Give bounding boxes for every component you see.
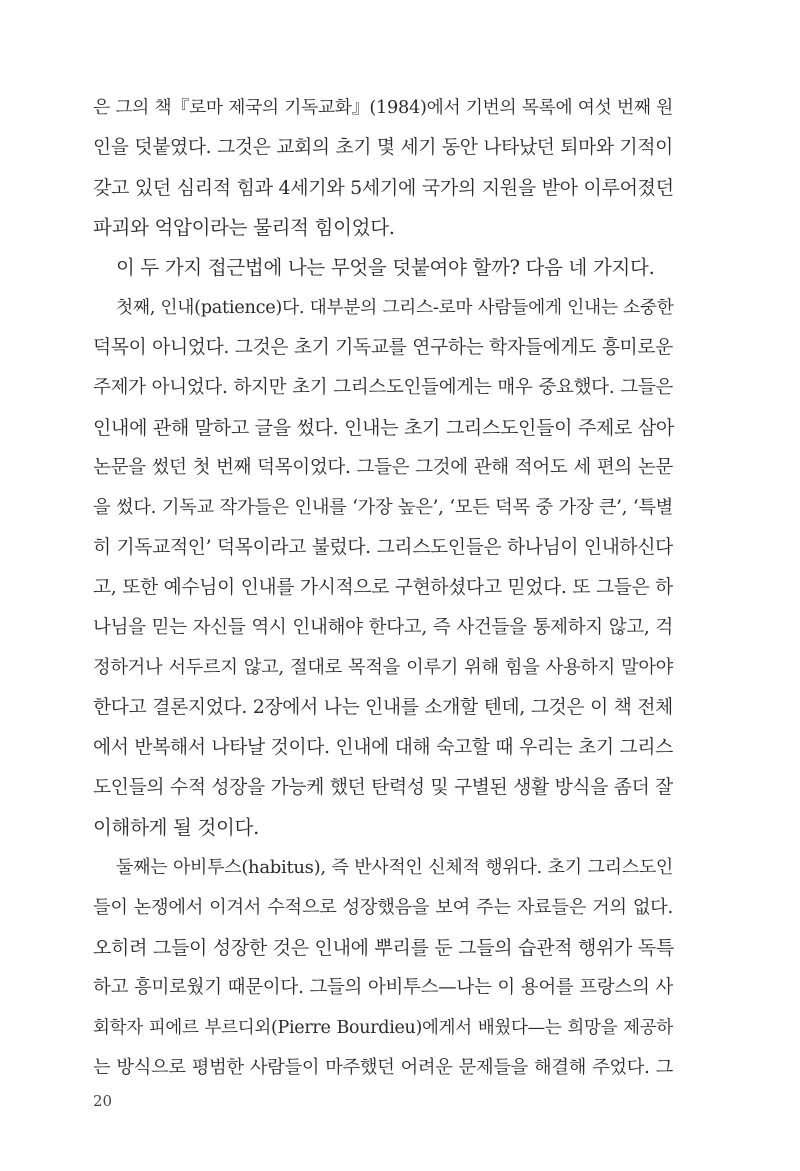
text-line: 하고 흥미로웠기 때문이다. 그들의 아비투스—나는 이 용어를 프랑스의 사	[93, 977, 673, 998]
text-line: 한다고 결론지었다. 2장에서 나는 인내를 소개할 텐데, 그것은 이 책 전체	[93, 697, 673, 718]
text-line: 은 그의 책『로마 제국의 기독교화』(1984)에서 기번의 목록에 여섯 번째 원	[93, 98, 673, 118]
text-line: 인을 덧붙였다. 그것은 교회의 초기 몇 세기 동안 나타났던 퇴마와 기적이	[93, 137, 673, 158]
text-line: 주제가 아니었다. 하지만 초기 그리스도인들에게는 매우 중요했다. 그들은	[93, 377, 673, 398]
text-line: 에서 반복해서 나타날 것이다. 인내에 대해 숙고할 때 우리는 초기 그리스	[93, 737, 673, 758]
text-line: 히 기독교적인’ 덕목이라고 불렀다. 그리스도인들은 하나님이 인내하신다	[93, 537, 673, 558]
text-line: 논문을 썼던 첫 번째 덕목이었다. 그들은 그것에 관해 적어도 세 편의 논문	[93, 457, 673, 478]
text-line: 도인들의 수적 성장을 가능케 했던 탄력성 및 구별된 생활 방식을 좀더 잘	[93, 777, 673, 798]
text-line: 을 썼다. 기독교 작가들은 인내를 ‘가장 높은’, ‘모든 덕목 중 가장 큰’, ‘특별	[93, 497, 673, 518]
text-line: 파괴와 억압이라는 물리적 힘이었다.	[93, 216, 395, 239]
page-number: 20	[93, 1092, 113, 1110]
paragraph-first-line: 이 두 가지 접근법에 나는 무엇을 덧붙여야 할까? 다음 네 가지다.	[116, 256, 655, 279]
text-line: 는 방식으로 평범한 사람들이 마주했던 어려운 문제들을 해결해 주었다. 그	[93, 1057, 673, 1078]
text-line: 덕목이 아니었다. 그것은 초기 기독교를 연구하는 학자들에게도 흥미로운	[93, 337, 673, 358]
text-line: 나님을 믿는 자신들 역시 인내해야 한다고, 즉 사건들을 통제하지 않고, 걱	[93, 617, 673, 638]
text-line: 이해하게 될 것이다.	[93, 816, 259, 839]
text-line: 갖고 있던 심리적 힘과 4세기와 5세기에 국가의 지원을 받아 이루어졌던	[93, 177, 674, 199]
paragraph-first-line: 첫째, 인내(patience)다. 대부분의 그리스-로마 사람들에게 인내는 소중한	[116, 298, 674, 318]
text-line: 정하거나 서두르지 않고, 절대로 목적을 이루기 위해 힘을 사용하지 말아야	[93, 657, 673, 678]
text-line: 오히려 그들이 성장한 것은 인내에 뿌리를 둔 그들의 습관적 행위가 독특	[93, 937, 674, 959]
text-line: 인내에 관해 말하고 글을 썼다. 인내는 초기 그리스도인들이 주제로 삼아	[93, 417, 674, 439]
text-line: 들이 논쟁에서 이겨서 수적으로 성장했음을 보여 주는 자료들은 거의 없다.	[93, 897, 673, 918]
paragraph-first-line: 둘째는 아비투스(habitus), 즉 반사적인 신체적 행위다. 초기 그리스도인	[116, 857, 673, 878]
text-line: 회학자 피에르 부르디외(Pierre Bourdieu)에게서 배웠다—는 희망을 제공하	[93, 1018, 673, 1038]
text-line: 고, 또한 예수님이 인내를 가시적으로 구현하셨다고 믿었다. 또 그들은 하	[93, 577, 673, 598]
